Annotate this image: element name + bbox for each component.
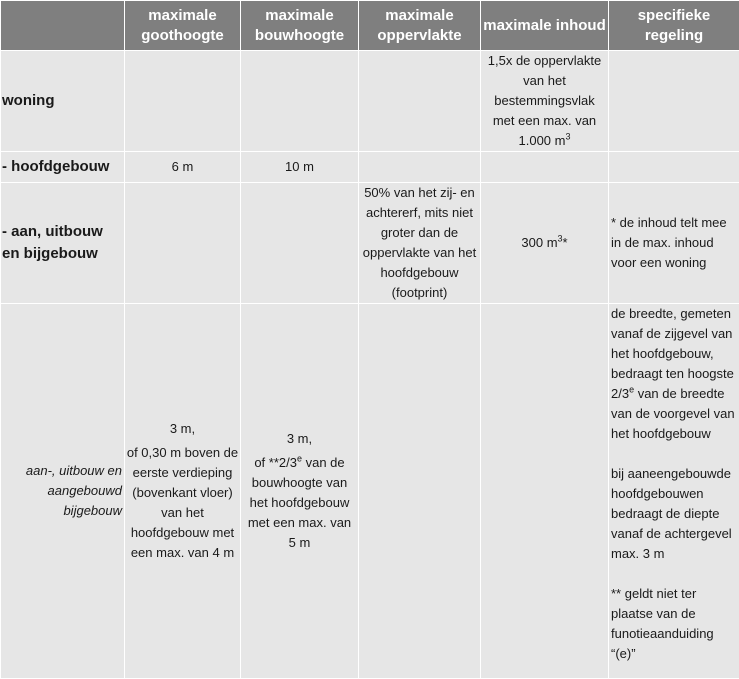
cell-empty: [241, 183, 359, 304]
regeling-breedte-b: van de breedte van de voorgevel van het hoofdgebouw: [611, 386, 735, 441]
header-bouwhoogte: maximale bouwhoogte: [241, 1, 359, 51]
header-inhoud: maximale inhoud: [481, 1, 609, 51]
cell-empty: [241, 51, 359, 152]
cell-aanbouw-oppervlakte: 50% van het zij- en achtererf, mits niet groter dan de oppervlakte van het hoofdgebouw (footprint): [359, 183, 481, 304]
row-label-aanbouw: - aan, uitbouw en bijgebouw: [1, 183, 125, 304]
woning-inhoud-text: 1,5x de oppervlakte van het bestemmingsvlak met een max. van 1.000 m: [488, 53, 601, 148]
row-label-aangebouwd: aan-, uitbouw en aangebouwd bijgebouw: [1, 304, 125, 679]
cell-aangebouwd-bouwhoogte: [241, 304, 359, 679]
table-row-woning: [1, 51, 739, 152]
bouwhoogte-detail: [243, 453, 356, 553]
cell-empty: [359, 51, 481, 152]
header-goothoogte: maximale goothoogte: [125, 1, 241, 51]
cell-aangebouwd-regeling: [609, 304, 739, 679]
aanbouw-inhoud-sup: 3: [558, 234, 563, 244]
bouwhoogte-main: 3 m,: [243, 429, 356, 449]
bouwhoogte-sup: e: [297, 454, 302, 464]
goothoogte-detail: of 0,30 m boven de eerste verdieping (bovenkant vloer) van het hoofdgebouw met een max. van 4 m: [125, 443, 240, 563]
aanbouw-inhoud-suffix: *: [563, 235, 568, 250]
bouwhoogte-text-b: van de bouwhoogte van het hoofdgebouw met een max. van 5 m: [248, 455, 351, 550]
cell-aanbouw-regeling: * de inhoud telt mee in de max. inhoud voor een woning: [609, 183, 739, 304]
spacer: [611, 444, 737, 464]
row-label-hoofdgebouw: - hoofdgebouw: [1, 152, 125, 183]
spacer: [611, 564, 737, 584]
header-row: [1, 1, 739, 51]
header-empty: [1, 1, 125, 51]
cell-empty: [125, 183, 241, 304]
cell-hoofdgebouw-bouwhoogte: 10 m: [241, 152, 359, 183]
regeling-breedte-a: de breedte, gemeten vanaf de zijgevel van het hoofdgebouw, bedraagt ten hoogste 2/3: [611, 306, 734, 401]
regeling-breedte: [611, 304, 737, 444]
regeling-breedte-sup: e: [629, 385, 634, 395]
table-row-aangebouwd: [1, 304, 739, 679]
goothoogte-main: 3 m,: [125, 419, 240, 439]
row-label-woning: woning: [1, 51, 125, 152]
cell-empty: [481, 152, 609, 183]
cell-empty: [609, 152, 739, 183]
cell-woning-inhoud: [481, 51, 609, 152]
header-oppervlakte: maximale oppervlakte: [359, 1, 481, 51]
cell-empty: [359, 304, 481, 679]
aanbouw-inhoud-text: 300 m: [521, 235, 557, 250]
regeling-diepte: bij aaneengebouwde hoofdgebouwen bedraagt de diepte vanaf de achtergevel max. 3 m: [611, 464, 737, 564]
table-row-hoofdgebouw: [1, 152, 739, 183]
cell-aangebouwd-goothoogte: [125, 304, 241, 679]
cell-empty: [609, 51, 739, 152]
cell-empty: [481, 304, 609, 679]
cell-aanbouw-inhoud: [481, 183, 609, 304]
cell-empty: [359, 152, 481, 183]
woning-inhoud-sup: 3: [565, 132, 570, 142]
cell-empty: [125, 51, 241, 152]
table-row-aanbouw: [1, 183, 739, 304]
cell-hoofdgebouw-goothoogte: 6 m: [125, 152, 241, 183]
header-regeling: specifieke regeling: [609, 1, 739, 51]
regeling-aanduiding: ** geldt niet ter plaatse van de funotieaanduiding “(e)”: [611, 584, 737, 664]
bouwhoogte-text-a: of **2/3: [254, 455, 297, 470]
